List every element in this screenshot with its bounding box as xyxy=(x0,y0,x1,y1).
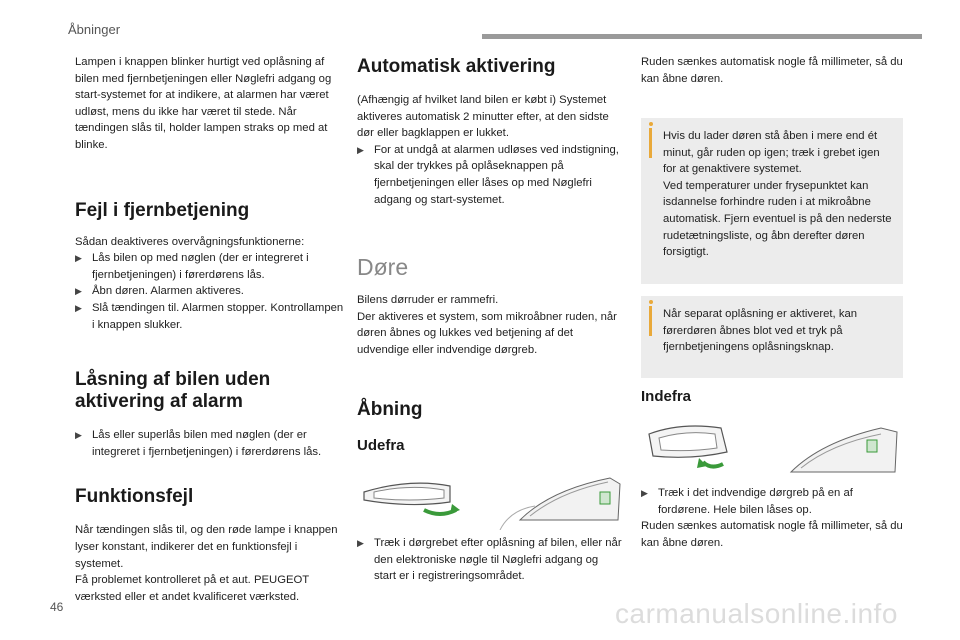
heading-fejl-fjernbetjening: Fejl i fjernbetjening xyxy=(75,199,250,221)
note1-text-1: Hvis du lader døren stå åben i mere end ét minut, går ruden op igen; træk i grebet igen for at genaktivere systemet. xyxy=(663,130,880,176)
list-item: ▶ Træk i det indvendige dørgreb på en af fordørene. Hele bilen låses op. xyxy=(641,485,906,518)
list-item: ▶ Træk i dørgrebet efter oplåsning af bilen, eller når den elektroniske nøgle til Nøglefri adgang og start er i registreringsområdet. xyxy=(357,535,622,585)
funktion-text-1: Når tændingen slås til, og den røde lampe i knappen lyser konstant, indikerer det en funktionsfejl i systemet. xyxy=(75,524,338,570)
interior-door-handle-illustration xyxy=(641,420,903,478)
info-icon xyxy=(649,128,652,158)
column-1 xyxy=(75,54,345,605)
watermark: carmanualsonline.info xyxy=(615,598,898,629)
col3-intro: Ruden sænkes automatisk nogle få millimeter, så du kan åbne døren. xyxy=(641,56,903,85)
column-2 xyxy=(357,54,622,454)
list-item: ▶ For at undgå at alarmen udløses ved indstigning, skal der trykkes på oplåseknappen på fjernbetjeningen eller låses op med Nøglefri adgang og start-systemet. xyxy=(357,142,622,208)
heading-funktionsfejl: Funktionsfejl xyxy=(75,486,194,508)
column-3 xyxy=(641,54,906,87)
exterior-door-handle-illustration xyxy=(360,470,625,530)
auto-text: (Afhængig af hvilket land bilen er købt i) Systemet aktiveres automatisk 2 minutter efter, at den sidste dør eller bagklappen er lukket. xyxy=(357,94,609,140)
arrow-bullet-icon: ▶ xyxy=(641,488,648,498)
list-item: ▶ Lås bilen op med nøglen (der er integreret i fjernbetjeningen) i førerdørens lås. xyxy=(75,250,345,283)
list-item: ▶ Åbn døren. Alarmen aktiveres. xyxy=(75,283,345,300)
alarm-lamp-text: Lampen i knappen blinker hurtigt ved oplåsning af bilen med fjernbetjeningen eller Nøglefri adgang og start-systemet for at indikere, at alarmen har været udløst, mens du ikke har været til stede. Når tændingen slås til, holder lampen straks op med at blinke. xyxy=(75,56,332,151)
info-note-1 xyxy=(641,118,903,284)
page-header-title: Åbninger xyxy=(68,22,121,37)
funktion-text-2: Få problemet kontrolleret på et aut. PEUGEOT værksted eller et andet kvalificeret værksted. xyxy=(75,574,309,603)
note2-text: Når separat oplåsning er aktiveret, kan førerdøren åbnes blot ved et tryk på fjernbetjeningens oplåsningsknap. xyxy=(663,308,858,354)
fejl-text: Sådan deaktiveres overvågningsfunktionerne: xyxy=(75,235,305,248)
indefra-steps xyxy=(641,485,906,551)
arrow-bullet-icon: ▶ xyxy=(75,253,82,264)
heading-indefra: Indefra xyxy=(641,388,692,405)
doere-text-2: Der aktiveres et system, som mikroåbner ruden, når døren åbnes og lukkes ved betjening af det udvendige eller indvendige dørgreb. xyxy=(357,310,617,356)
list-item: ▶ Slå tændingen til. Alarmen stopper. Kontrollampen i knappen slukker. xyxy=(75,300,345,333)
heading-udefra: Udefra xyxy=(357,436,405,454)
page-number: 46 xyxy=(50,600,64,614)
list-item: ▶ Lås eller superlås bilen med nøglen (der er integreret i fjernbetjeningen) i førerdørens lås. xyxy=(75,427,345,460)
note1-text-2: Ved temperaturer under frysepunktet kan isdannelse forhindre ruden i at mikroåbne automatisk. Fjern eventuel is på den nederste rudetætningsliste, og åbn derefter døren forsigtigt. xyxy=(663,179,892,259)
heading-doere: Døre xyxy=(357,254,409,281)
arrow-bullet-icon: ▶ xyxy=(75,302,82,313)
header-bar xyxy=(482,34,922,39)
heading-laasning: Låsning af bilen uden aktivering af alarm xyxy=(75,369,271,413)
info-icon xyxy=(649,306,652,336)
arrow-bullet-icon: ▶ xyxy=(357,144,364,155)
arrow-bullet-icon: ▶ xyxy=(357,538,364,548)
info-note-2 xyxy=(641,296,903,378)
arrow-bullet-icon: ▶ xyxy=(75,430,82,441)
heading-aabning: Åbning xyxy=(357,398,423,420)
arrow-bullet-icon: ▶ xyxy=(75,286,82,297)
udefra-steps xyxy=(357,535,622,585)
indefra-text: Ruden sænkes automatisk nogle få millimeter, så du kan åbne døren. xyxy=(641,520,903,549)
doere-text-1: Bilens dørruder er rammefri. xyxy=(357,294,499,307)
heading-automatisk-aktivering: Automatisk aktivering xyxy=(357,56,556,77)
